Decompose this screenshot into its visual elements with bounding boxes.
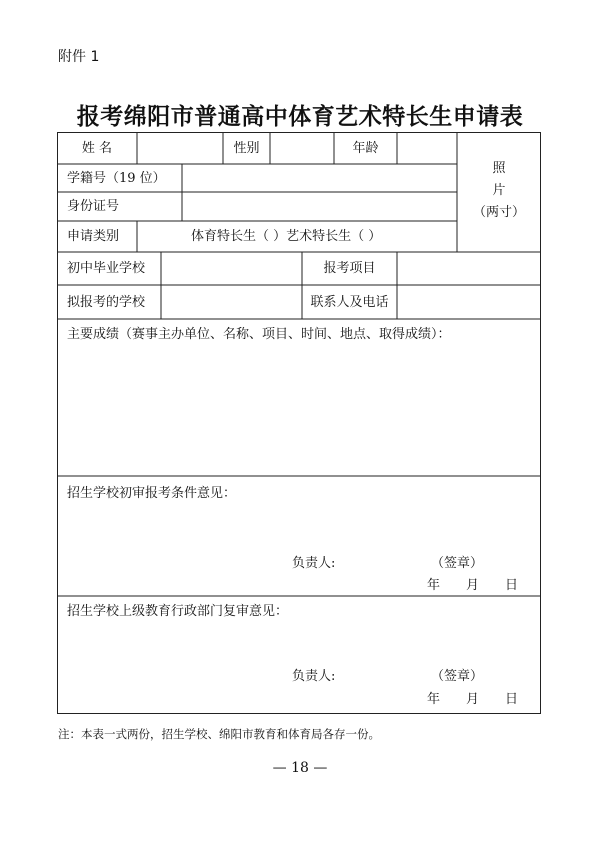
category-label: 申请类别 — [67, 229, 120, 244]
form-title: 报考绵阳市普通高中体育艺术特长生申请表 — [76, 103, 524, 130]
contact-field[interactable] — [397, 285, 541, 319]
photo-label-line-2: 片 — [492, 183, 506, 198]
student-id-label: 学籍号（19 位） — [67, 171, 166, 186]
secondary-review-label: 招生学校上级教育行政部门复审意见： — [67, 604, 289, 619]
achievements-label: 主要成绩（赛事主办单位、名称、项目、时间、地点、取得成绩）： — [67, 327, 451, 342]
exam-item-field[interactable] — [397, 252, 541, 285]
photo-label-line-3: （两寸） — [472, 205, 525, 220]
target-school-field[interactable] — [161, 285, 302, 319]
target-school-label: 拟报考的学校 — [67, 295, 146, 310]
initial-review-responsible: 负责人: — [292, 556, 336, 571]
middle-school-field[interactable] — [161, 252, 302, 285]
initial-review-date: 年 月 日 — [427, 578, 519, 593]
attachment-label: 附件 1 — [58, 49, 100, 65]
footer-note: 注：本表一式两份，招生学校、绵阳市教育和体育局各存一份。 — [58, 727, 380, 741]
id-card-label: 身份证号 — [67, 199, 120, 214]
secondary-review-sign: （签章） — [431, 669, 484, 684]
student-id-field[interactable] — [182, 164, 457, 192]
gender-field[interactable] — [270, 132, 334, 164]
initial-review-sign: （签章） — [431, 556, 484, 571]
initial-review-label: 招生学校初审报考条件意见： — [67, 486, 237, 501]
name-label: 姓 名 — [81, 141, 113, 156]
achievements-area[interactable] — [57, 346, 541, 476]
name-field[interactable] — [137, 132, 223, 164]
gender-label: 性别 — [233, 141, 260, 156]
contact-label: 联系人及电话 — [310, 295, 389, 310]
application-form-table — [57, 132, 541, 714]
category-options[interactable]: 体育特长生（ ）艺术特长生（ ） — [191, 229, 382, 244]
id-card-field[interactable] — [182, 192, 457, 221]
middle-school-label: 初中毕业学校 — [67, 261, 146, 276]
photo-label-line-1: 照 — [492, 161, 506, 176]
age-label: 年龄 — [352, 141, 379, 156]
age-field[interactable] — [397, 132, 457, 164]
exam-item-label: 报考项目 — [323, 261, 376, 276]
secondary-review-responsible: 负责人: — [292, 669, 336, 684]
page-number: — 18 — — [272, 760, 328, 776]
secondary-review-date: 年 月 日 — [427, 692, 519, 707]
